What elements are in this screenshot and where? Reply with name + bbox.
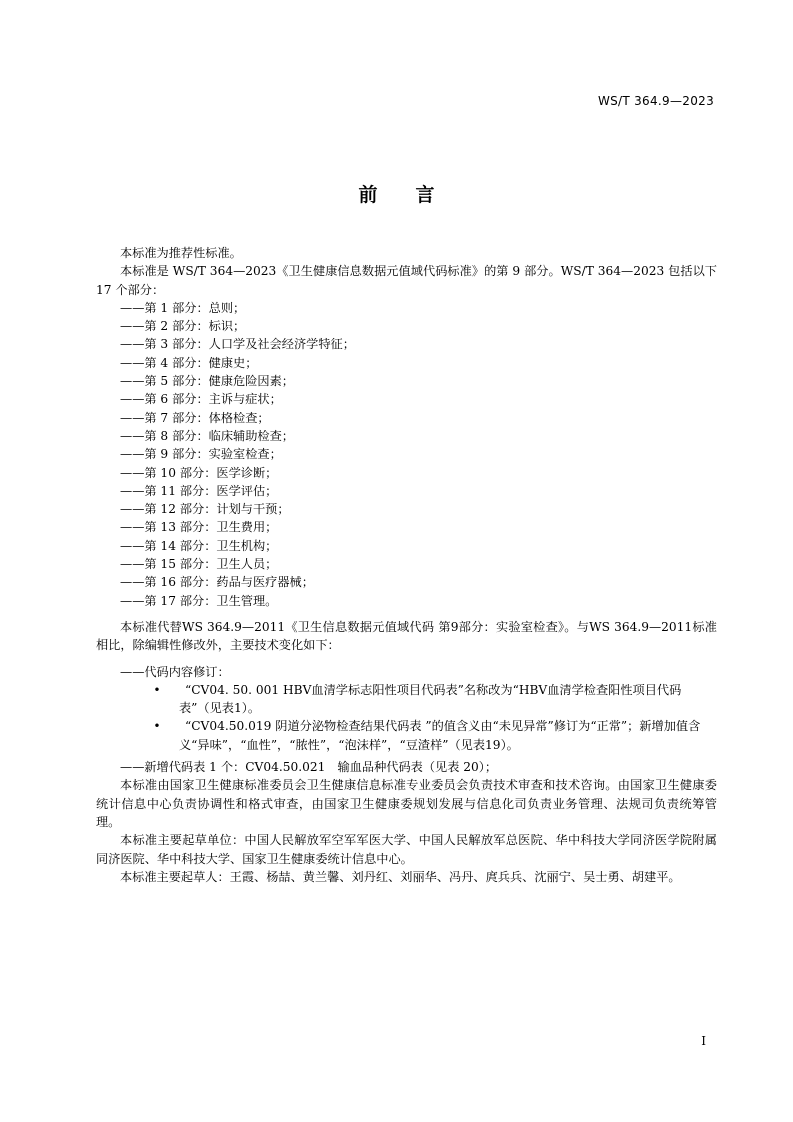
list-item: ——第 8 部分：临床辅助检查； xyxy=(120,428,294,443)
parts-list xyxy=(96,299,717,610)
list-item: ——第 17 部分：卫生管理。 xyxy=(120,593,278,608)
bullet-icon: • xyxy=(153,719,161,734)
list-item: ——第 16 部分：药品与医疗器械； xyxy=(120,575,314,590)
list-item: ——第 11 部分：医学评估； xyxy=(120,483,278,498)
list-item: ——第 1 部分：总则； xyxy=(120,300,246,315)
list-item: ——第 6 部分：主诉与症状； xyxy=(120,392,282,407)
spacer xyxy=(96,610,717,618)
changes-heading-list xyxy=(96,663,717,681)
list-item: ——第 4 部分：健康史； xyxy=(120,355,258,370)
intro-paragraph-1: 本标准为推荐性标准。 xyxy=(120,246,242,260)
closing-paragraph-3: 本标准主要起草人：王霞、杨喆、黄兰馨、刘丹红、刘丽华、冯丹、庹兵兵、沈丽宁、吴士勇、胡建平。 xyxy=(120,869,681,884)
list-item xyxy=(96,681,717,718)
document-body xyxy=(96,244,717,886)
list-item xyxy=(96,717,717,754)
list-item: ——第 3 部分：人口学及社会经济学特征； xyxy=(120,337,355,352)
page-title: 前言 xyxy=(358,184,473,206)
list-item: ——第 2 部分：标识； xyxy=(120,319,246,334)
change-item-text: “CV04.50.019 阴道分泌物检查结果代码表 ”的值含义由“未见异常”修订为“正常”；新增加值含义“异味”，“血性”，“脓性”，“泡沫样”，“豆渣样”（见表19）。 xyxy=(179,719,701,752)
list-item: ——第 14 部分：卫生机构； xyxy=(120,538,278,553)
list-item: ——第 5 部分：健康危险因素； xyxy=(120,374,294,389)
list-item: ——第 10 部分：医学诊断； xyxy=(120,465,278,480)
spacer xyxy=(96,655,717,663)
standard-code: WS/T 364.9—2023 xyxy=(597,94,714,108)
list-item: ——第 9 部分：实验室检查； xyxy=(120,447,282,462)
page-number: I xyxy=(701,1034,706,1048)
new-table-list xyxy=(96,758,717,776)
bullet-icon: • xyxy=(153,682,161,697)
closing-paragraph-1: 本标准由国家卫生健康标准委员会卫生健康信息标准专业委员会负责技术审查和技术咨询。由国家卫生健康委统计信息中心负责协调性和格式审查，由国家卫生健康委规划发展与信息化司负责业务管理、法规司负责统筹管理。 xyxy=(96,778,717,829)
intro-paragraph-2: 本标准是 WS/T 364—2023《卫生健康信息数据元值域代码标准》的第 9 部分。WS/T 364—2023 包括以下 17 个部分： xyxy=(96,264,717,297)
list-item: ——第 15 部分：卫生人员； xyxy=(120,557,278,572)
new-table-item: ——新增代码表 1 个：CV04.50.021 输血品种代码表（见表 20）； xyxy=(120,760,498,775)
list-item: ——第 7 部分：体格检查； xyxy=(120,410,270,425)
change-item-text: “CV04. 50. 001 HBV血清学标志阳性项目代码表”名称改为“HBV血清学检查阳性项目代码表”（见表1）。 xyxy=(179,682,682,716)
replacement-paragraph: 本标准代替WS 364.9—2011《卫生信息数据元值域代码 第9部分：实验室检查》。与WS 364.9—2011标准相比，除编辑性修改外，主要技术变化如下： xyxy=(96,619,717,653)
changes-bullet-list xyxy=(96,681,717,754)
closing-paragraph-2: 本标准主要起草单位：中国人民解放军空军军医大学、中国人民解放军总医院、华中科技大学同济医学院附属同济医院、华中科技大学、国家卫生健康委统计信息中心。 xyxy=(96,833,717,866)
list-item: ——第 12 部分：计划与干预； xyxy=(120,502,290,517)
list-item: ——第 13 部分：卫生费用； xyxy=(120,520,278,535)
changes-heading: ——代码内容修订： xyxy=(120,664,230,679)
